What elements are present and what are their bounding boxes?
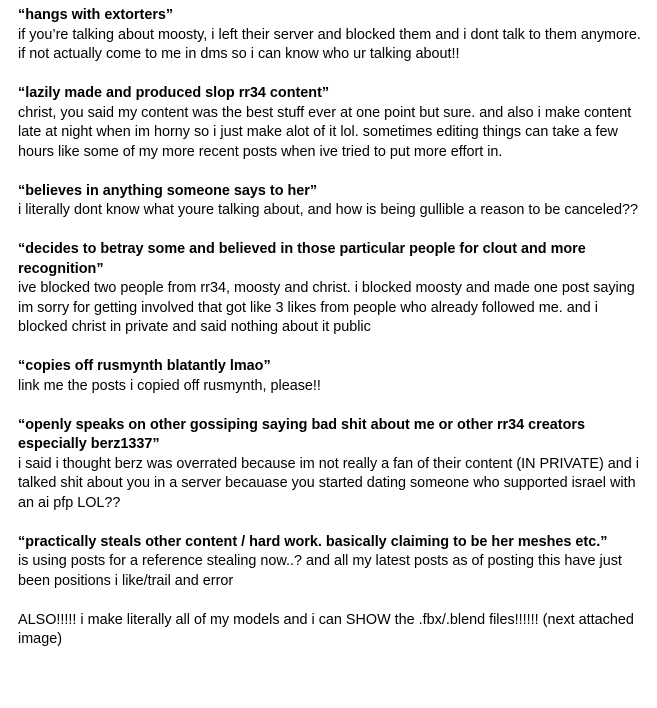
claim-quote: “lazily made and produced slop rr34 content” [18, 85, 330, 101]
claim-block-gossiping [18, 416, 648, 514]
document-body [18, 6, 648, 669]
claim-quote: “hangs with extorters” [18, 7, 174, 23]
claim-quote: “openly speaks on other gossiping saying bad shit about me or other rr34 creators especially berz1337” [18, 416, 589, 452]
claim-reply: is using posts for a reference stealing now..? and all my latest posts as of posting this have just been positions i like/trail and error [18, 553, 626, 589]
claim-block-betray [18, 240, 648, 338]
claim-quote: “decides to betray some and believed in those particular people for clout and more recognition” [18, 241, 590, 277]
claim-quote: “copies off rusmynth blatantly lmao” [18, 358, 271, 374]
closing-note [18, 611, 648, 650]
claim-block-gullible [18, 182, 648, 221]
claim-reply: ive blocked two people from rr34, moosty and christ. i blocked moosty and made one post saying im sorry for getting involved that got like 3 likes from people who already followed me. and i blocked christ in private and said nothing about it public [18, 280, 639, 335]
claim-block-slop-content [18, 84, 648, 162]
claim-reply: christ, you said my content was the best stuff ever at one point but sure. and also i make content late at night when im horny so i just make alot of it lol. sometimes editing things can take a few hours like some of my more recent posts when ive tried to put more effort in. [18, 104, 636, 160]
claim-quote: “practically steals other content / hard work. basically claiming to be her meshes etc.” [18, 533, 608, 550]
claim-block-steals [18, 533, 648, 592]
claim-quote: “believes in anything someone says to her” [18, 182, 318, 199]
claim-block-extorters [18, 6, 648, 65]
closing-note-text: ALSO!!!!! i make literally all of my models and i can SHOW the .fbx/.blend files!!!!!! (next attached image) [18, 611, 638, 647]
claim-reply: link me the posts i copied off rusmynth, please!! [18, 377, 321, 394]
claim-block-copies [18, 357, 648, 396]
claim-reply: i said i thought berz was overrated because im not really a fan of their content (IN PRIVATE) and i talked shit about you in a server becauase you started dating someone who supported israel with an ai pfp LOL?? [18, 455, 643, 511]
claim-reply: i literally dont know what youre talking about, and how is being gullible a reason to be canceled?? [18, 202, 638, 218]
claim-reply: if you’re talking about moosty, i left their server and blocked them and i dont talk to them anymore. if not actually come to me in dms so i can know who ur talking about!! [18, 26, 645, 62]
